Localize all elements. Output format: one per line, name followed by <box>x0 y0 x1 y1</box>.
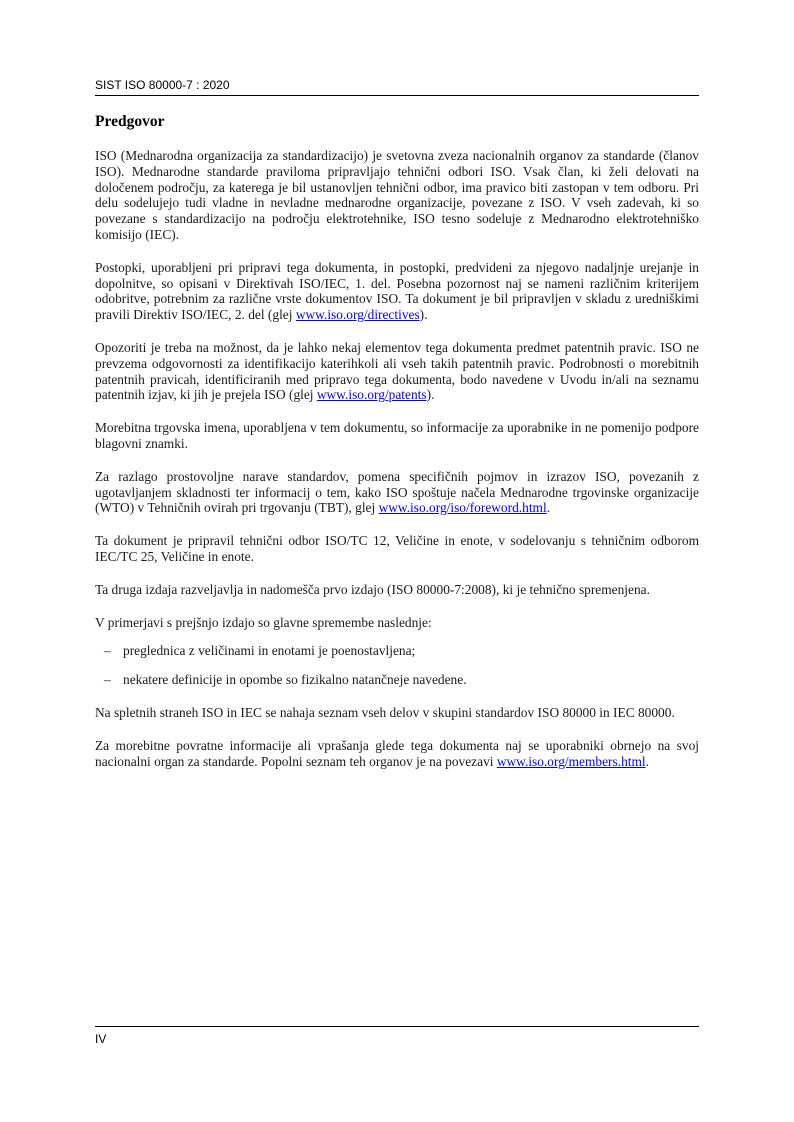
paragraph-patents <box>95 340 699 403</box>
section-title: Predgovor <box>95 113 165 130</box>
document-id: SIST ISO 80000-7 : 2020 <box>95 78 230 92</box>
page-footer <box>95 1026 699 1046</box>
paragraph-procedures <box>95 260 699 323</box>
paragraph-text-end: ). <box>419 307 428 323</box>
patents-link[interactable]: www.iso.org/patents <box>316 387 427 403</box>
paragraph-committee: Ta dokument je pripravil tehnični odbor ISO/TC 12, Veličine in enote, v sodelovanju s tehničnim odborom IEC/TC 25, Veličine in enote. <box>95 533 699 564</box>
foreword-content <box>95 113 699 786</box>
list-item <box>95 643 699 659</box>
directives-link[interactable]: www.iso.org/directives <box>295 307 420 323</box>
paragraph-text-end: ). <box>426 387 435 403</box>
list-item <box>95 672 699 688</box>
paragraph-edition: Ta druga izdaja razveljavlja in nadomešča prvo izdajo (ISO 80000-7:2008), ki je tehnično spremenjena. <box>95 581 650 597</box>
paragraph-text: Opozoriti je treba na možnost, da je lahko nekaj elementov tega dokumenta predmet patentnih pravic. ISO ne prevzema odgovornosti za identifikacijo katerihkoli ali vseh takih patentnih pravic. Podrobnosti o morebitnih patentnih pravicah, identificiranih med pripravo tega dokumenta, bodo navedene v Uvodu in/ali na seznamu patentnih izjav, ki jih je prejela ISO (glej <box>95 339 699 403</box>
paragraph-text-end: . <box>645 753 649 769</box>
paragraph-text: Za morebitne povratne informacije ali vprašanja glede tega dokumenta naj se uporabniki obrnejo na svoj nacionalni organ za standarde. Popolni seznam teh organov je na povezavi <box>95 737 699 769</box>
members-link[interactable]: www.iso.org/members.html <box>496 753 646 769</box>
dash-bullet: – <box>104 672 111 688</box>
foreword-link[interactable]: www.iso.org/iso/foreword.html <box>378 500 547 516</box>
list-item-text: preglednica z veličinami in enotami je poenostavljena; <box>123 643 416 659</box>
paragraph-text-end: . <box>546 500 551 516</box>
paragraph-feedback <box>95 738 699 770</box>
paragraph-changes-intro: V primerjavi s prejšnjo izdajo so glavne spremembe naslednje: <box>95 614 432 630</box>
dash-bullet: – <box>104 643 111 659</box>
paragraph-voluntary-nature <box>95 469 699 516</box>
paragraph-trade-names: Morebitna trgovska imena, uporabljena v tem dokumentu, so informacije za uporabnike in ne pomenijo podpore blagovni znamki. <box>95 420 699 451</box>
list-item-text: nekatere definicije in opombe so fizikalno natančneje navedene. <box>123 672 467 688</box>
page-number: IV <box>95 1032 107 1046</box>
paragraph-iso-intro: ISO (Mednarodna organizacija za standardizacijo) je svetovna zveza nacionalnih organov za standarde (članov ISO). Mednarodne standarde praviloma pripravljajo tehnični odbori ISO. Vsak član, ki želi delovati na določenem področju, za katerega je bil ustanovljen tehnični odbor, ima pravico biti zastopan v tem odboru. Pri delu sodelujejo tudi vladne in nevladne mednarodne organizacije, povezane z ISO. V vseh zadevah, ki so povezane s standardizacijo na področju elektrotehnike, ISO tesno sodeluje z Mednarodno elektrotehniško komisijo (IEC). <box>95 148 699 242</box>
page-header <box>95 76 699 96</box>
paragraph-text: Postopki, uporabljeni pri pripravi tega dokumenta, in postopki, predvideni za njegovo nadaljnje urejanje in dopolnitve, so opisani v Direktivah ISO/IEC, 1. del. Posebna pozornost naj se nameni različnim kriterijem odobritve, potrebnim za različne vrste dokumentov ISO. Ta dokument je bil pripravljen v skladu z uredniškimi pravili Direktiv ISO/IEC, 2. del (glej <box>95 259 699 323</box>
paragraph-text: Za razlago prostovoljne narave standardov, pomena specifičnih pojmov in izrazov ISO, povezanih z ugotavljanjem skladnosti ter informacij o tem, kako ISO spoštuje načela Mednarodne trgovinske organizacije (WTO) v Tehničnih ovirah pri trgovanju (TBT), glej <box>95 468 699 516</box>
paragraph-parts-list: Na spletnih straneh ISO in IEC se nahaja seznam vseh delov v skupini standardov ISO 80000 in IEC 80000. <box>95 704 675 720</box>
